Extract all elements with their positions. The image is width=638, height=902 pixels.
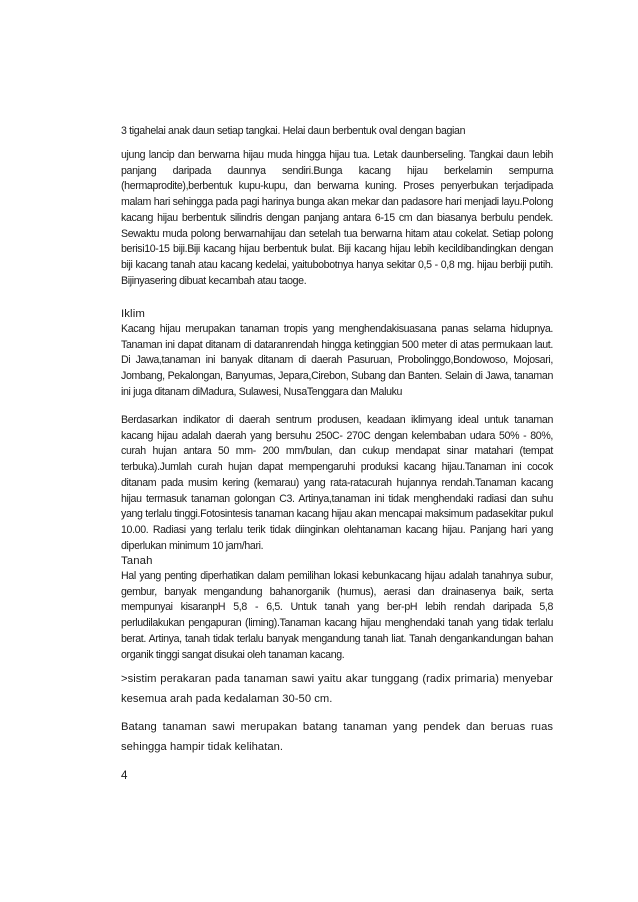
paragraph-iklim-2: Berdasarkan indikator di daerah sentrum produsen, keadaan iklimyang ideal untuk tanaman kacang hijau adalah daerah yang bersuhu 250C- 270C dengan kelembaban udara 50% - 80%, curah hujan antara 50 mm- 200 mm/bulan, dan cukup mendapat sinar matahari (tempat terbuka).Jumlah curah hujan dapat mempengaruhi produksi kacang hijau.Tanaman ini cocok ditanam pada musim kering (kemarau) yang rata-ratacurah hujannya rendah.Tanaman kacang hijau termasuk tanaman golongan C3. Artinya,tanaman ini tidak menghendaki radiasi dan suhu yang terlalu tinggi.Fotosintesis tanaman kacang hijau akan mencapai maksimum padasekitar pukul 10.00. Radiasi yang terlalu terik tidak diinginkan olehtanaman kacang hijau. Panjang hari yang diperlukan minimum 10 jam/hari. — [121, 414, 553, 552]
paragraph-tanah: Hal yang penting diperhatikan dalam pemilihan lokasi kebunkacang hijau adalah tanahnya subur, gembur, banyak mengandung bahanorganik (humus), aerasi dan drainasenya baik, serta mempunyai kisaranpH 5,8 - 6,5. Untuk tanah yang ber-pH lebih rendah daripada 5,8 perludilakukan pengapuran (liming).Tanaman kacang hijau menghendaki tanah yang tidak terlalu berat. Artinya, tanah tidak terlalu banyak mengandung tanah liat. Tanah dengankandungan bahan organik tinggi sangat disukai oleh tanaman kacang. — [121, 570, 553, 661]
paragraph-iklim-1: Kacang hijau merupakan tanaman tropis yang menghendakisuasana panas selama hidupnya. Tanaman ini dapat ditanam di dataranrendah hingga ketinggian 500 meter di atas permukaan laut. Di Jawa,tanaman ini banyak ditanam di daerah Pasuruan, Probolinggo,Bondowoso, Mojosari, Jombang, Pekalongan, Banyumas, Jepara,Cirebon, Subang dan Banten. Selain di Jawa, tanaman ini juga ditanam diMadura, Sulawesi, NusaTenggara dan Maluku — [121, 323, 553, 398]
heading-tanah: Tanah — [121, 555, 153, 567]
paragraph-akar: >sistim perakaran pada tanaman sawi yaitu akar tunggang (radix primaria) menyebar kesemua arah pada kedalaman 30-50 cm. — [121, 673, 553, 705]
heading-iklim: Iklim — [121, 308, 145, 320]
paragraph-batang: Batang tanaman sawi merupakan batang tanaman yang pendek dan beruas ruas sehingga hampir tidak kelihatan. — [121, 721, 553, 753]
page-number: 4 — [121, 769, 128, 782]
paragraph-morfologi: ujung lancip dan berwarna hijau muda hingga hijau tua. Letak daunberseling. Tangkai daun lebih panjang daripada daunnya sendiri.Bunga kacang hijau berkelamin sempurna (hermaprodite),berbentuk kupu-kupu, dan berwarna kuning. Proses penyerbukan terjadipada malam hari sehingga pada pagi harinya bunga akan mekar dan padasore hari menjadi layu.Polong kacang hijau berbentuk silindris dengan panjang antara 6-15 cm dan biasanya berbulu pendek. Sewaktu muda polong berwarnahijau dan setelah tua berwarna hitam atau cokelat. Setiap polong berisi10-15 biji.Biji kacang hijau berbentuk bulat. Biji kacang hijau lebih kecildibandingkan dengan biji kacang tanah atau kacang kedelai, yaitubobotnya hanya sekitar 0,5 - 0,8 mg. hijau berbiji putih. Bijinyasering dibuat kecambah atau taoge. — [121, 149, 553, 287]
intro-line: 3 tigahelai anak daun setiap tangkai. Helai daun berbentuk oval dengan bagian — [121, 125, 466, 137]
